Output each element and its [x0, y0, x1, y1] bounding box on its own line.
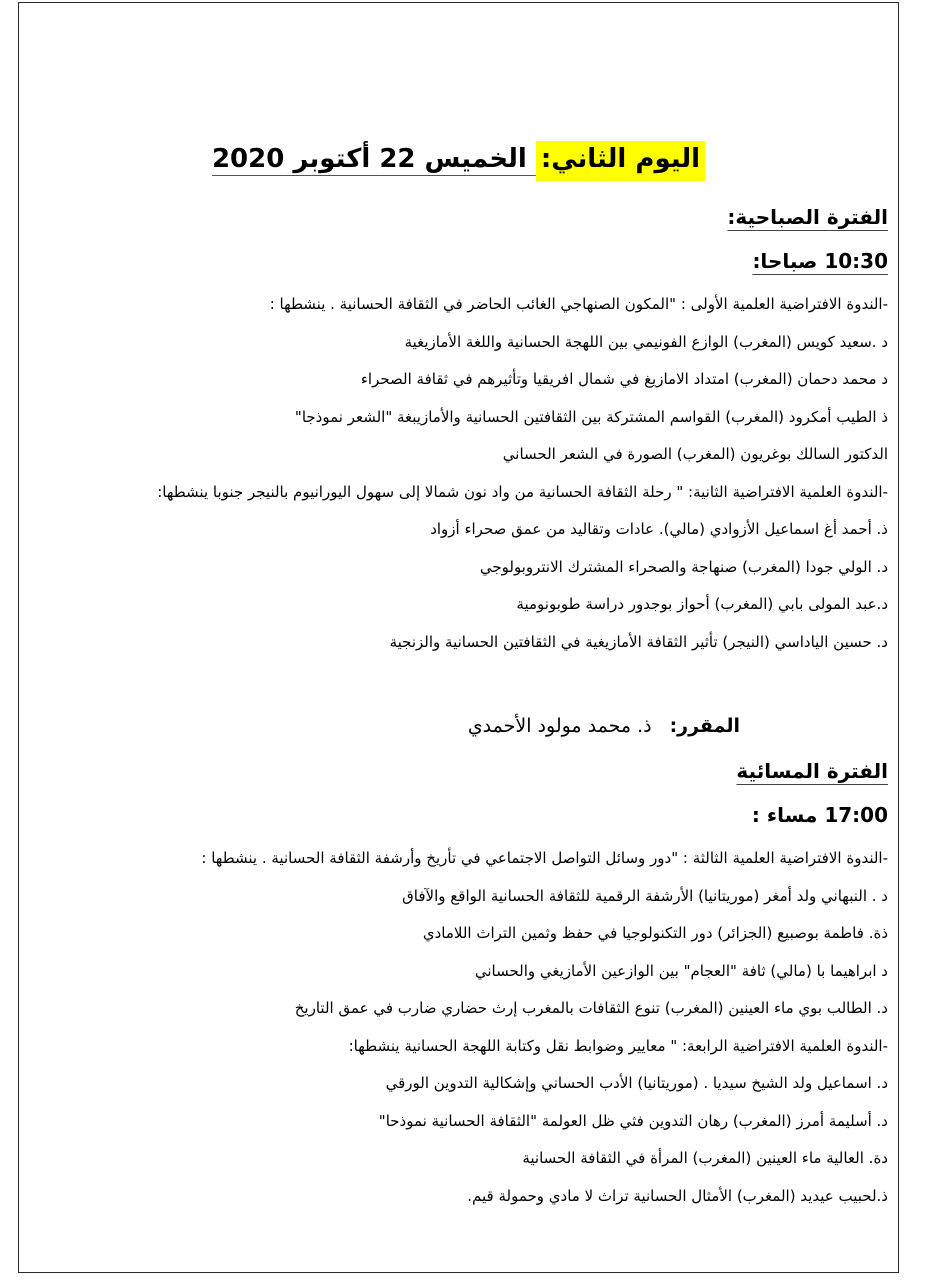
rapporteur-name: ذ. محمد مولود الأحمدي: [467, 715, 652, 737]
program-line: ذ الطيب أمكرود (المغرب) القواسم المشتركة بين الثقافتين الحسانية والأمازيبغة "الشعر نموذجا": [294, 407, 888, 426]
program-line: د.عبد المولى بابي (المغرب) أحواز بوجدور دراسة طوبونومية: [516, 595, 888, 613]
rapporteur-label: المقرر:: [669, 715, 740, 737]
title-highlighted-text: اليوم الثاني:: [536, 141, 705, 181]
program-line: -الندوة العلمية الافتراضية الرابعة: " معايير وضوابط نقل وكتابة اللهجة الحسانية ينشطها:: [348, 1036, 888, 1055]
morning-section-heading: الفترة الصباحية:: [727, 205, 888, 229]
page-title: [29, 137, 888, 181]
program-line: د ابراهيما با (مالي) ثافة "العجام" بين الوازعين الأمازيغي والحساني: [474, 961, 888, 980]
program-line: د. الولي جودا (المغرب) صنهاجة والصحراء المشترك الانتروبولوجي: [479, 557, 888, 576]
program-line: د .سعيد كويس (المغرب) الوازع الفونيمي بين اللهجة الحسانية واللغة الأمازيغية: [404, 332, 888, 351]
morning-time-heading: 10:30 صباحا:: [752, 249, 888, 273]
title-date-text: الخميس 22 أكتوبر 2020: [211, 144, 536, 174]
program-line: ذة. فاطمة بوصبيع (الجزائر) دور التكنولوجيا في حفظ وثمين التراث اللامادي: [422, 924, 888, 942]
program-line: الدكتور السالك بوغريون (المغرب) الصورة في الشعر الحساني: [502, 445, 888, 463]
page-border-frame: [18, 2, 899, 1273]
rapporteur-line: [29, 707, 740, 745]
evening-section-heading: الفترة المسائية: [736, 759, 888, 783]
program-line: د. أسليمة أمرز (المغرب) رهان التدوين فثي ظل العولمة "الثقافة الحسانية نموذحا": [378, 1111, 888, 1130]
program-line: ذ. أحمد أغ اسماعيل الأزوادي (مالي). عادات وتقاليد من عمق صحراء أزواد: [430, 520, 888, 538]
program-line: -الندوة الافتراضية العلمية الأولى : "المكون الصنهاجي الغائب الحاضر في الثقافة الحسانية . ينشطها :: [269, 295, 888, 313]
document-content: [19, 3, 898, 1215]
program-line: د. الطالب بوي ماء العينين (المغرب) تنوع الثقافات بالمغرب إرث حضاري ضارب في عمق التاريخ: [294, 999, 888, 1017]
program-line: د. اسماعيل ولد الشيخ سيديا . (موريتانيا) الأدب الحساني وإشكالية التدوين الورقي: [385, 1074, 888, 1092]
evening-time-heading: 17:00 مساء :: [751, 803, 888, 827]
program-line: -الندوة العلمية الافتراضية الثانية: " رحلة الثقافة الحسانية من واد نون شمالا إلى سهول اليورانيوم بالنيجر جنوبا ينشطها:: [157, 482, 888, 501]
program-line: ذ.لحبيب عيديد (المغرب) الأمثال الحسانية تراث لا مادي وحمولة قيم.: [467, 1186, 888, 1205]
program-line: د. حسين الياداسي (النيجر) تأثير الثقافة الأمازيغية في الثقافتين الحسانية والزنجية: [389, 632, 888, 651]
program-line: -الندوة الافتراضية العلمية الثالثة : "دور وسائل التواصل الاجتماعي في تأريخ وأرشفة الثقافة الحسانية . ينشطها :: [201, 849, 888, 867]
morning-program-list: [29, 286, 888, 661]
program-line: د محمد دحمان (المغرب) امتداد الامازيغ في شمال افريقيا وتأثيرهم في ثقافة الصحراء: [360, 370, 888, 388]
evening-program-list: [29, 840, 888, 1215]
program-line: د . النبهاني ولد أمغر (موريتانيا) الأرشفة الرقمية للثقافة الحسانية الواقع والآفاق: [402, 886, 888, 905]
program-line: دة. العالية ماء العينين (المغرب) المرأة في الثقافة الحسانية: [522, 1149, 888, 1167]
